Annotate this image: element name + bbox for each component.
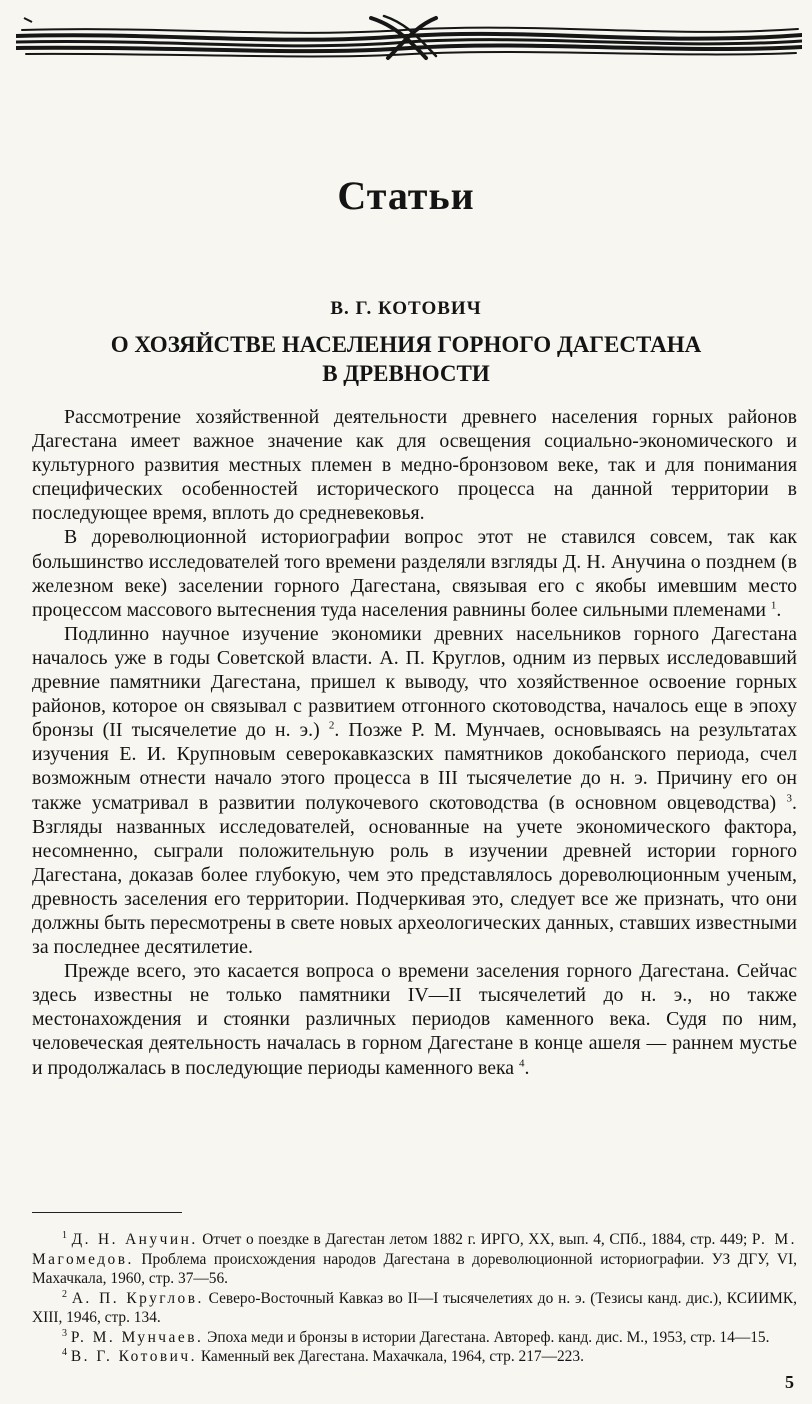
header-ornament	[16, 6, 802, 62]
footnotes	[32, 1230, 797, 1367]
paragraph-3	[32, 622, 797, 959]
page-number: 5	[785, 1372, 794, 1392]
paragraph-1	[32, 405, 797, 525]
footnote-ref-2: 2	[328, 719, 335, 732]
footnote-2-number: 2	[62, 1288, 67, 1300]
footnote-3-author: Р. М. Мунчаев.	[70, 1328, 204, 1346]
article-title	[0, 330, 812, 388]
footnote-ref-4: 4	[519, 1056, 525, 1069]
footnote-4-number: 4	[62, 1346, 67, 1358]
paragraph-4	[32, 959, 797, 1079]
footnote-1-author: Д. Н. Анучин.	[71, 1231, 198, 1248]
footnote-1-text-2: Проблема происхождения народов Дагестана в дореволюционной историографии. УЗ ДГУ, VI, Махачкала, 1960, стр. 37—56.	[32, 1250, 797, 1287]
footnote-2	[32, 1289, 797, 1328]
footnote-3	[32, 1328, 797, 1348]
footnote-ref-1: 1	[770, 599, 777, 612]
footnote-3-text: Эпоха меди и бронзы в истории Дагестана. Автореф. канд. дис. М., 1953, стр. 14—15.	[203, 1328, 770, 1346]
section-title: Статьи	[337, 173, 475, 218]
paragraph-2	[32, 525, 797, 621]
paragraph-3-middle: . Позже Р. М. Мунчаев, основываясь на результатах изучения Е. И. Крупновым северокавказских памятников докобанского периода, счел возможным отнести начало этого процесса в III тысячелетие до н. э. Причину его он также усматривал в развитии полукочевого скотоводства (в основном овцеводства)	[32, 719, 797, 814]
article-title-line-1: О ХОЗЯЙСТВЕ НАСЕЛЕНИЯ ГОРНОГО ДАГЕСТАНА	[110, 332, 702, 357]
paragraph-4-tail: .	[524, 1056, 530, 1079]
footnote-1-author-2: Р. М. Магомедов.	[32, 1231, 797, 1268]
footnote-1-number: 1	[62, 1229, 67, 1241]
footnote-4-text: Каменный век Дагестана. Махачкала, 1964, стр. 217—223.	[196, 1348, 584, 1365]
footnote-4-author: В. Г. Котович.	[70, 1348, 197, 1365]
paragraph-1-text: Рассмотрение хозяйственной деятельности древнего населения горных районов Дагестана имеет важное значение как для освещения социально-экономического и культурного развития местных племен в медно-бронзовом веке, так и для понимания специфических особенностей исторического процесса на данной территории в последующее время, вплоть до средневековья.	[32, 406, 797, 525]
paragraph-2-tail: .	[776, 598, 782, 621]
footnote-2-author: А. П. Круглов.	[71, 1289, 204, 1307]
footnote-2-text: Северо-Восточный Кавказ во II—I тысячелетиях до н. э. (Тезисы канд. дис.), КСИИМК, XIII, 1946, стр. 134.	[32, 1289, 797, 1326]
footnote-1	[32, 1230, 797, 1289]
article-author: В. Г. КОТОВИЧ	[330, 298, 482, 319]
paragraph-4-text: Прежде всего, это касается вопроса о времени заселения горного Дагестана. Сейчас здесь известны не только памятники IV—II тысячелетий до н. э., но также местонахождения и стоянки различных периодов каменного века. Судя по ним, человеческая деятельность началась в горном Дагестане в конце ашеля — раннем мустье и продолжалась в последующие периоды каменного века	[32, 960, 797, 1079]
footnote-divider	[32, 1212, 182, 1213]
article-title-line-2: В ДРЕВНОСТИ	[322, 361, 490, 386]
footnote-3-number: 3	[62, 1327, 67, 1339]
footnote-ref-3: 3	[786, 791, 793, 804]
footnote-4	[32, 1347, 797, 1367]
paragraph-3-text: Подлинно научное изучение экономики древних насельников горного Дагестана началось уже в годы Советской власти. А. П. Круглов, одним из первых исследовавший древние памятники Дагестана, пришел к выводу, что хозяйственное освоение горных районов, которое он связывал с развитием отгонного скотоводства, началось еще в эпоху бронзы (II тысячелетие до н. э.)	[32, 622, 797, 742]
paragraph-3-tail: . Взгляды названных исследователей, основанные на учете экономического фактора, несомненно, сыграли положительную роль в изучении древней истории горного Дагестана, доказав более глубокую, чем это представлялось дореволюционным ученым, древность заселения его территории. Подчеркивая это, следует все же признать, что они должны быть пересмотрены в свете новых археологических данных, ставших известными за последнее десятилетие.	[32, 791, 797, 959]
article-body	[32, 405, 797, 1080]
paragraph-2-text: В дореволюционной историографии вопрос этот не ставился совсем, так как большинство исследователей того времени разделяли взгляды Д. Н. Анучина о позднем (в железном веке) заселении горного Дагестана, связывая его с якобы имевшим место процессом массового вытеснения туда населения равнины более сильными племенами	[32, 526, 797, 621]
footnote-1-text: Отчет о поездке в Дагестан летом 1882 г. ИРГО, XX, вып. 4, СПб., 1884, стр. 449;	[197, 1231, 752, 1248]
